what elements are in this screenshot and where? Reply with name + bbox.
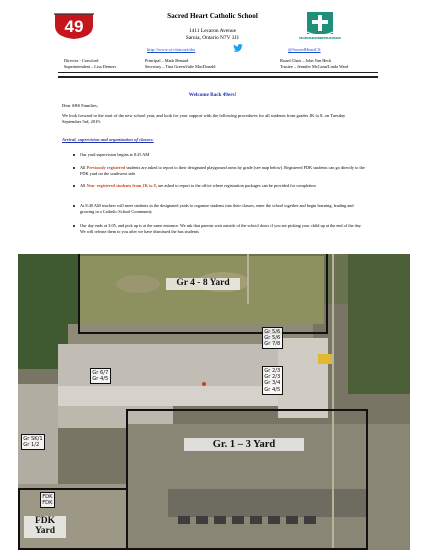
door-right-upper: [262, 327, 283, 349]
door-fdk: [40, 492, 55, 508]
bullet-item-non-registered: [80, 183, 365, 189]
staff-board-chair: Board Chair – John Van Heck: [280, 58, 332, 63]
staff-superintendent: Superintendent – Lisa Demers: [64, 64, 117, 69]
school-name: Sacred Heart Catholic School: [167, 12, 258, 20]
arrival-subheading: Arrival, supervision and organization of classes:: [62, 137, 154, 142]
twitter-handle-link[interactable]: @SacredHeartCS: [288, 47, 321, 52]
bullet-text: are asked to report to the office where registration packages can be provided for completion: [156, 183, 316, 188]
staff-column-3: [280, 58, 348, 70]
bullet-text: Our day ends at 3:05, and pick up is at the same entrance. We ask that parents wait outside of the school doors if you are picking your child up at the end of the day. We will release them to you after we have dismissed the bus students: [80, 223, 362, 234]
door-label: Gr 5/6: [264, 334, 281, 341]
door-label: Gr 2/3: [264, 367, 281, 374]
board-logo-icon: [298, 12, 342, 46]
zone-fdk-label: [24, 516, 66, 538]
twitter-bird-icon[interactable]: [233, 44, 243, 52]
bullet-highlight: Previously registered: [86, 165, 126, 170]
logo-left-text: 49: [64, 17, 84, 36]
address-line-1: 1411 Lecaron Avenue: [189, 28, 236, 34]
bullet-text: All: [80, 183, 87, 188]
door-label: Gr 4/5: [92, 375, 109, 382]
bullet-highlight: Non- registered students from JK to 8,: [86, 183, 157, 188]
door-label: Gr 5/6: [264, 328, 281, 335]
welcome-heading: Welcome Back 49ers!: [188, 92, 237, 98]
door-label: Gr SK/1: [23, 435, 43, 442]
intro-paragraph: We look forward to the start of the new school year, and look for your support with the following procedures for all students from grades JK to 8, on Tuesday September 3rd, 2019:: [62, 113, 346, 125]
staff-column-1: [64, 58, 116, 70]
door-label: Gr 7/8: [264, 341, 281, 348]
door-label: Gr 4/5: [264, 386, 281, 393]
bullet-text: All: [80, 165, 87, 170]
staff-trustee: Trustee – Jennifer McCann/Linda Ward: [280, 64, 349, 69]
zone-label-text: Gr 4 - 8 Yard: [176, 278, 230, 288]
greeting: Dear SHS Families,: [62, 103, 98, 108]
header-rule-bottom: [58, 76, 378, 78]
bullet-item-dismissal: [80, 223, 365, 235]
zone-gr4-8-label: [166, 278, 240, 290]
staff-director: Director - Crawford: [64, 58, 99, 63]
bullet-text: Our yard supervision begins at 8:25 AM: [80, 152, 150, 157]
bullet-item-supervision: [80, 152, 365, 158]
school-logo-icon: [52, 10, 96, 40]
door-label: Gr 2/3: [264, 373, 281, 380]
staff-principal: Principal – Mark Renaud: [145, 58, 189, 63]
staff-column-2: [145, 58, 215, 70]
door-gr67-gr45: [90, 368, 111, 384]
zone-label-text: FDK Yard: [34, 516, 56, 536]
door-label: Gr 1/2: [23, 441, 40, 448]
aerial-map: [18, 254, 410, 550]
door-label: Gr 6/7: [92, 369, 109, 376]
website-link[interactable]: http://www.st-clair.net/shs: [147, 47, 196, 52]
door-right-lower: [262, 366, 283, 395]
bullet-item-registered: [80, 165, 365, 177]
header-rule-top: [58, 72, 378, 73]
address-line-2: Sarnia, Ontario N7V 3J1: [185, 35, 240, 41]
staff-secretary: Secretary – Tina Green/Julie MacDonald: [145, 64, 216, 69]
zone-label-text: Gr. 1 – 3 Yard: [212, 439, 276, 450]
board-logo-text: ST. CLAIR CATHOLIC DISTRICT SCHOOL BOARD: [299, 36, 341, 40]
door-label: FDK: [42, 493, 53, 500]
zone-gr1-3-yard: [126, 409, 368, 550]
bullet-item-teachers: [80, 203, 365, 215]
door-label: FDK: [42, 499, 53, 506]
door-left-sk-gr12: [21, 434, 45, 450]
door-label: Gr 3/4: [264, 380, 281, 387]
bullet-text: At 8:40 AM teachers will meet students in the designated yards to organize students into their classes, enter the school together and begin learning, leading and growing in a Catholic School Community: [80, 203, 354, 214]
zone-gr1-3-label: [184, 438, 304, 451]
zone-gr4-8-yard: [78, 254, 328, 334]
bullet-text: students are asked to report to their designated playground areas by grade (see map below). Registered FDK students can go directly to the FDK yard on the southwest side: [80, 165, 365, 176]
